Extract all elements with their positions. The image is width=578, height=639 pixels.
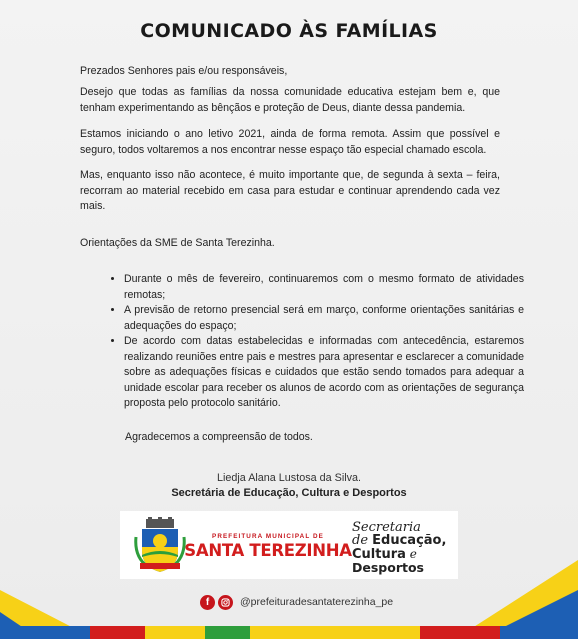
- instagram-icon[interactable]: [218, 595, 233, 610]
- guideline-item: • De acordo com datas estabelecidas e informadas com antecedência, estaremos realizando reuniões entre pais e mestres para apresentar e esclarecer a comunidade sobre as adequações físicas e cuidados que estão sendo tomados para adequar a unidade escolar para receber os alunos de acordo com as orientações de segurança proposta pelo protocolo sanitário.: [124, 334, 524, 412]
- paragraph-school-year: Estamos iniciando o ano letivo 2021, ainda de forma remota. Assim que possível e seguro, todos voltaremos a nos encontrar nesse espaço tão especial chamado escola.: [80, 128, 500, 156]
- guidelines-list: [108, 272, 524, 412]
- greeting: Prezados Senhores pais e/ou responsáveis,: [80, 65, 288, 77]
- facebook-icon[interactable]: f: [200, 595, 215, 610]
- secretaria-educacao: Educação,: [372, 533, 447, 548]
- city-name: SANTA TEREZINHA: [184, 541, 352, 560]
- social-links: [200, 593, 393, 611]
- instagram-handle[interactable]: @prefeituradesantaterezinha_pe: [240, 596, 394, 608]
- paragraph-wishes: Desejo que todas as famílias da nossa comunidade educativa estejam bem e, que tenham experimentando as bênçãos e proteção de Deus, diante dessa pandemia.: [80, 86, 500, 114]
- secretaria-line-1: Secretaria: [352, 520, 421, 535]
- secretaria-line-2: [352, 533, 446, 548]
- guideline-item: • A previsão de retorno presencial será em março, conforme orientações sanitárias e adequações do espaço;: [124, 303, 524, 334]
- municipal-crest-icon: [134, 517, 186, 573]
- secretaria-cultura: Cultura: [352, 547, 406, 562]
- prefeitura-banner: [120, 511, 458, 579]
- guideline-item: • Durante o mês de fevereiro, continuaremos com o mesmo formato de atividades remotas;: [124, 272, 524, 303]
- page-title: COMUNICADO ÀS FAMÍLIAS: [140, 20, 438, 42]
- signature-role: Secretária de Educação, Cultura e Desportos: [171, 487, 407, 499]
- secretaria-e: e: [405, 547, 417, 561]
- guidelines-heading: Orientações da SME de Santa Terezinha.: [80, 237, 275, 249]
- paragraph-study-at-home: Mas, enquanto isso não acontece, é muito importante que, de segunda à sexta – feira, recorram ao material recebido em casa para estudar e continuar aprendendo cada vez mais.: [80, 169, 500, 212]
- prefeitura-label: PREFEITURA MUNICIPAL DE: [212, 533, 324, 540]
- secretaria-line-4: Desportos: [352, 560, 424, 575]
- secretaria-de: de: [352, 533, 373, 548]
- signature-name: Liedja Alana Lustosa da Silva.: [216, 472, 362, 484]
- thanks-line: Agradecemos a compreensão de todos.: [125, 431, 313, 443]
